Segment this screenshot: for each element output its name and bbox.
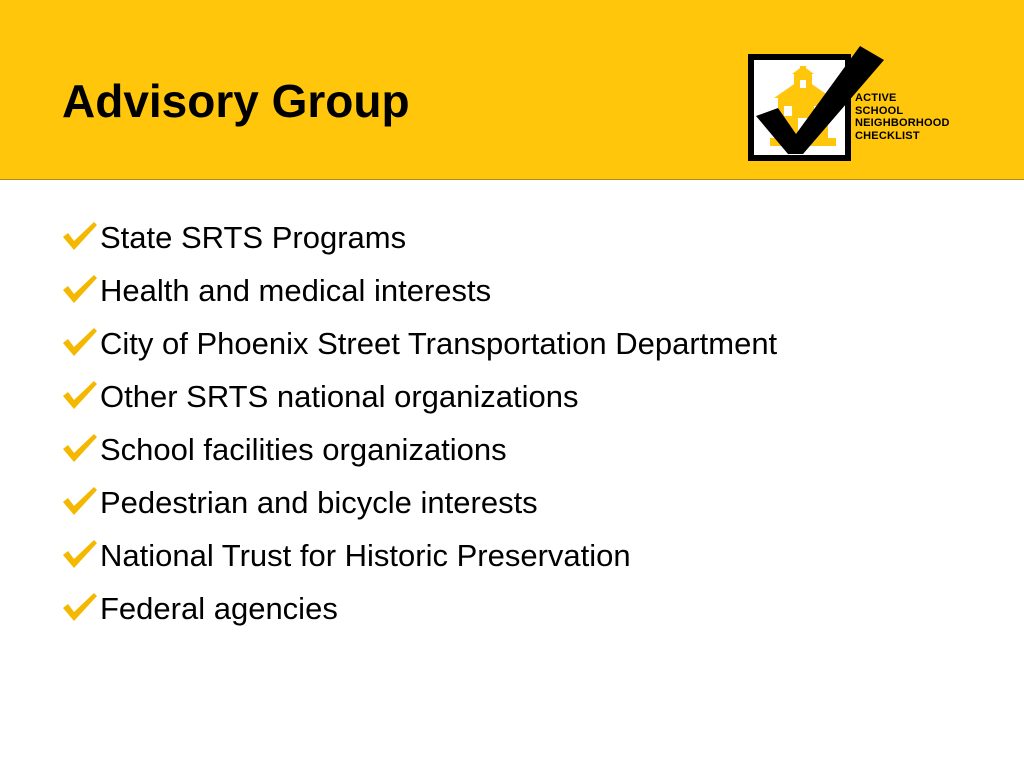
- list-item: [60, 218, 777, 271]
- logo-line: ACTIVE: [855, 92, 897, 104]
- logo-line: NEIGHBORHOOD: [855, 117, 950, 129]
- checkmark-icon: [60, 485, 100, 517]
- checkmark-icon: [60, 432, 100, 464]
- logo-line: CHECKLIST: [855, 129, 920, 142]
- bullet-text: National Trust for Historic Preservation: [100, 538, 631, 573]
- checkmark-icon: [60, 379, 100, 411]
- list-item: [60, 589, 777, 642]
- list-item: [60, 483, 777, 536]
- bullet-text: Federal agencies: [100, 591, 338, 626]
- logo-wordmark: [855, 92, 950, 142]
- checkmark-icon: [60, 538, 100, 570]
- checkmark-icon: [60, 273, 100, 305]
- list-item: [60, 271, 777, 324]
- logo-line: SCHOOL: [855, 104, 904, 117]
- bullet-text: City of Phoenix Street Transportation Department: [100, 326, 778, 361]
- list-item: [60, 324, 777, 377]
- list-item: [60, 377, 777, 430]
- list-item: [60, 536, 777, 589]
- checkmark-icon: [60, 326, 100, 358]
- bullet-text: Pedestrian and bicycle interests: [100, 485, 538, 520]
- slide-header: [0, 0, 1024, 180]
- logo: [748, 40, 978, 164]
- bullet-text: Health and medical interests: [100, 273, 492, 308]
- checkmark-icon: [60, 591, 100, 623]
- bullet-text: School facilities organizations: [100, 432, 507, 467]
- bullet-text: Other SRTS national organizations: [100, 379, 579, 414]
- bullet-text: State SRTS Programs: [100, 220, 407, 255]
- list-item: [60, 430, 777, 483]
- slide-title: Advisory Group: [62, 75, 410, 127]
- bullet-list: [60, 218, 777, 642]
- checkmark-icon: [60, 220, 100, 252]
